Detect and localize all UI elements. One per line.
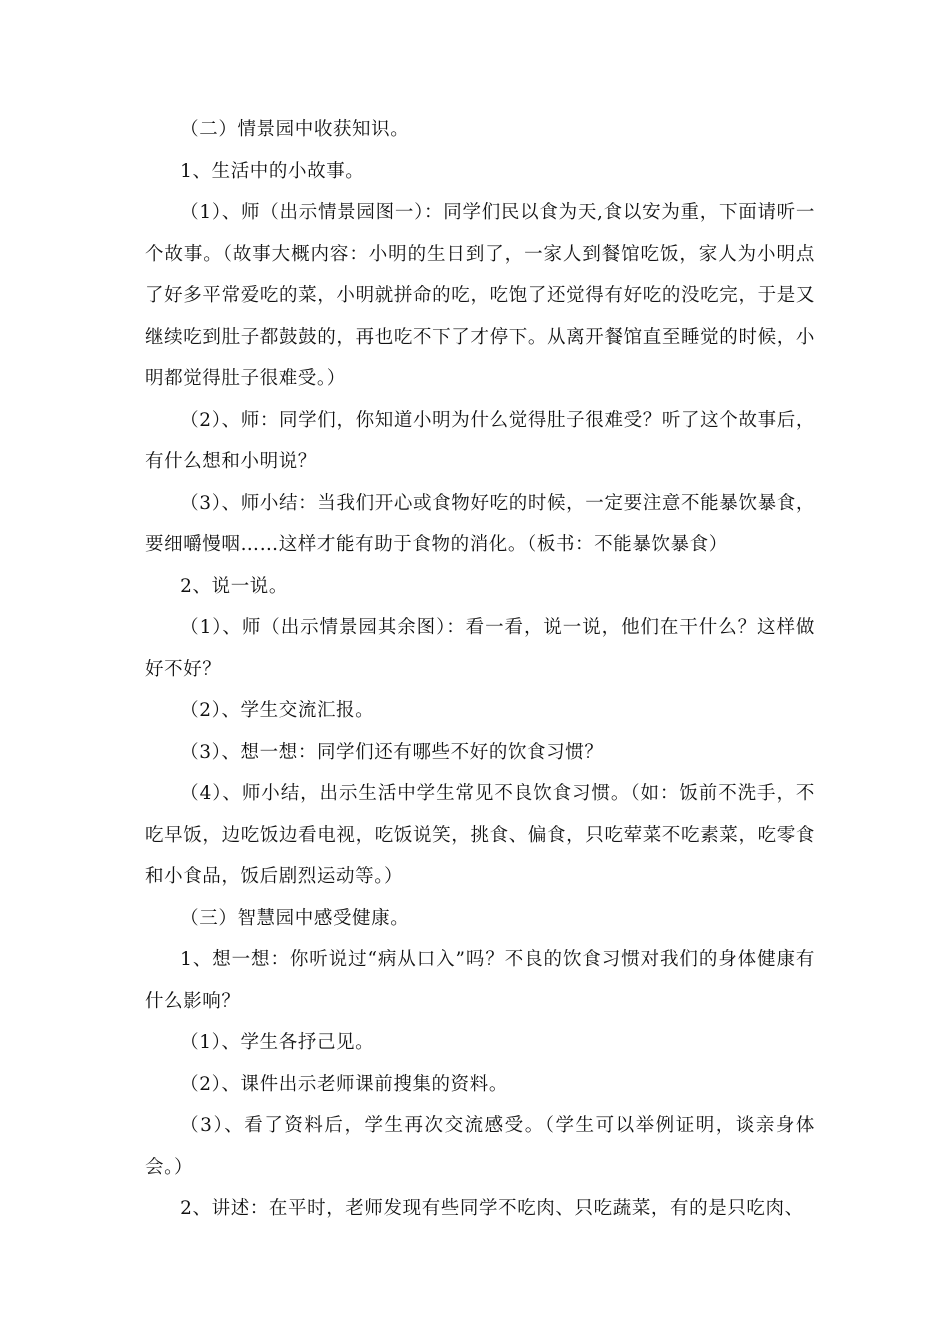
subsection-say: 2、说一说。 [180, 575, 289, 597]
paragraph-exchange: （3）、看了资料后，学生再次交流感受。（学生可以举例证明，谈亲身体会。） [145, 1115, 815, 1178]
paragraph-look-say: （1）、师（出示情景园其余图）：看一看，说一说，他们在干什么？这样做好不好？ [145, 617, 815, 680]
subsection-story: 1、生活中的小故事。 [180, 160, 365, 182]
section-heading-2: （二）情景园中收获知识。 [180, 119, 410, 140]
section-heading-3: （三）智慧园中感受健康。 [180, 907, 410, 929]
paragraph-teacher-summary: （3）、师小结：当我们开心或食物好吃的时候，一定要注意不能暴饮暴食，要细嚼慢咽……这样才能有助于食物的消化。（板书：不能暴饮暴食） [145, 492, 815, 555]
paragraph-teacher-question: （2）、师：同学们，你知道小明为什么觉得肚子很难受？听了这个故事后，有什么想和小明说？ [145, 409, 815, 472]
document-body [145, 109, 815, 1230]
paragraph-materials: （2）、课件出示老师课前搜集的资料。 [180, 1073, 508, 1095]
subsection-think: 1、想一想：你听说过“病从口入”吗？不良的饮食习惯对我们的身体健康有什么影响？ [145, 949, 815, 1012]
subsection-narrate: 2、讲述：在平时，老师发现有些同学不吃肉、只吃蔬菜，有的是只吃肉、 [180, 1198, 804, 1219]
paragraph-story: （1）、师（出示情景园图一）：同学们民以食为天,食以安为重，下面请听一个故事。（故事大概内容：小明的生日到了，一家人到餐馆吃饭，家人为小明点了好多平常爱吃的菜，小明就拼命的吃，吃饱了还觉得有好吃的没吃完，于是又继续吃到肚子都鼓鼓的，再也吃不下了才停下。从离开餐馆直至睡觉的时候，小明都觉得肚子很难受。） [145, 202, 815, 389]
paragraph-think: （3）、想一想：同学们还有哪些不好的饮食习惯？ [180, 741, 604, 763]
paragraph-student-report: （2）、学生交流汇报。 [180, 700, 375, 721]
paragraph-opinions: （1）、学生各抒己见。 [180, 1032, 375, 1053]
paragraph-bad-habits: （4）、师小结，出示生活中学生常见不良饮食习惯。（如：饭前不洗手，不吃早饭，边吃饭边看电视，吃饭说笑，挑食、偏食，只吃荤菜不吃素菜，吃零食和小食品，饭后剧烈运动等。） [145, 783, 815, 887]
